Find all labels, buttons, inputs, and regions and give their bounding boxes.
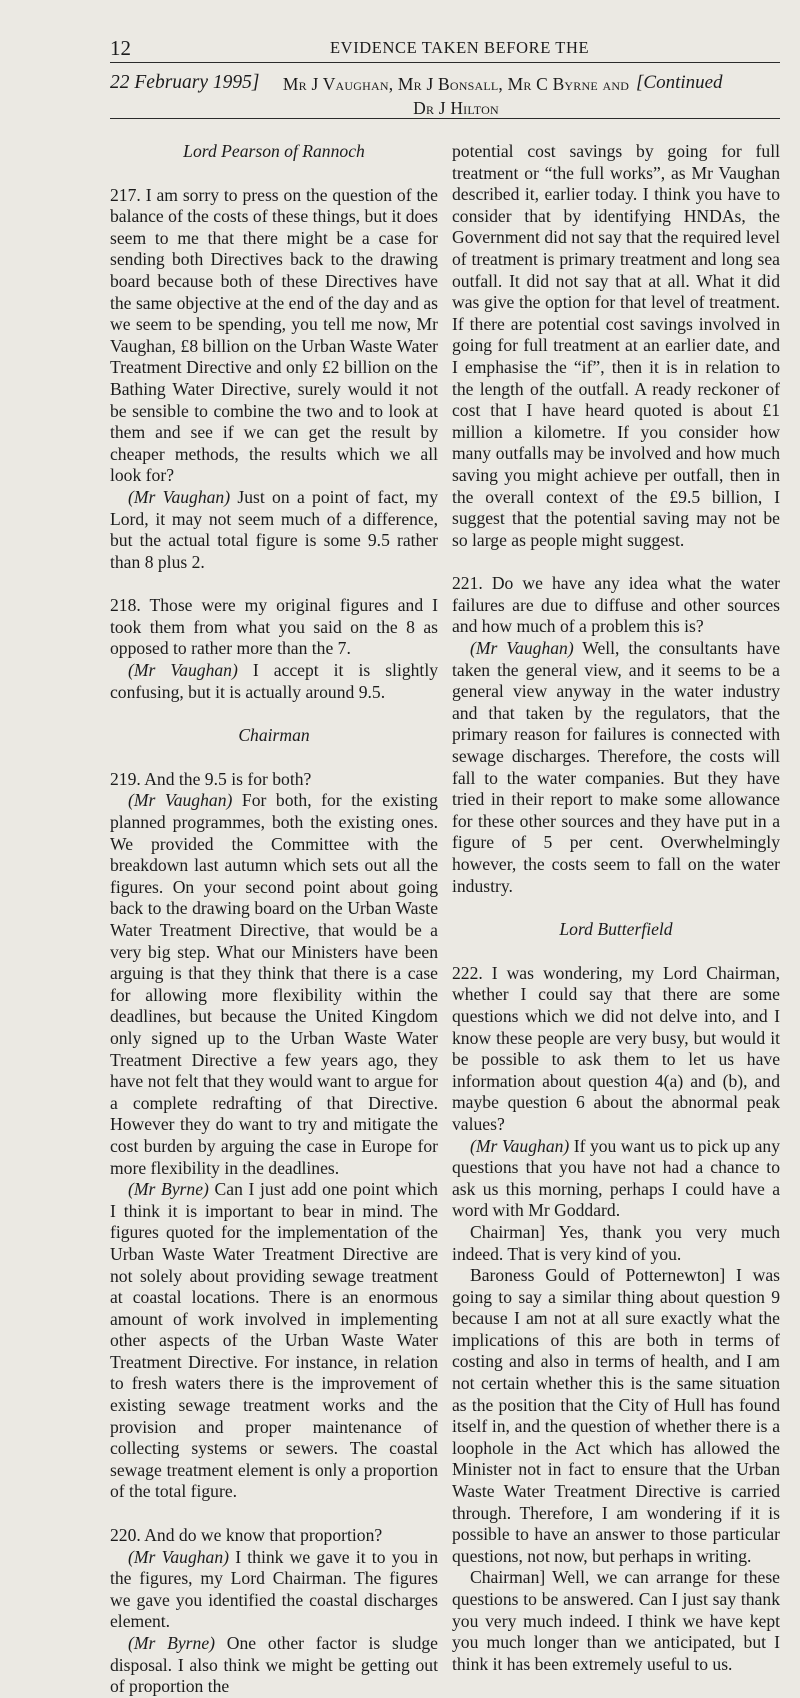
speaker-heading: Chairman [238, 725, 310, 746]
question-217: 217. I am sorry to press on the question of the balance of the costs of these things, but it does seem to me that there might be a case for sending both Directives back to the drawing board because both of these Directives have the same objective at the end of the day and as we seem to be spending, you tell me now, Mr Vaughan, £8 billion on the Urban Waste Water Treatment Directive and only £2 billion on the Bathing Water Directive, surely would it not be sensible to combine the two and to look at them and see if we can get the result by cheaper methods, the results which we all look for? [110, 184, 438, 486]
session-date: 22 February 1995] [110, 72, 260, 93]
question-219: 219. And the 9.5 is for both? [110, 768, 312, 789]
left-column [110, 141, 438, 1698]
answer-222: (Mr Vaughan) If you want us to pick up any questions that you have not had a chance to ask us this morning, perhaps I could have a word with Mr Goddard. [452, 1135, 780, 1221]
right-column [452, 141, 780, 1675]
answer-219-vaughan: (Mr Vaughan) For both, for the existing planned programmes, both the existing ones. We provided the Committee with the breakdown last autumn which sets out all the figures. On your second point about going back to the drawing board on the Urban Waste Water Treatment Directive, that would be a very big step. What our Ministers have been arguing is that they think that there is a case for allowing more flexibility within the deadlines, but because the United Kingdom only signed up to the Urban Waste Water Treatment Directive a few years ago, they have not felt that they would want to argue for a complete redrafting of that Directive. However they do want to try and mitigate the cost burden by arguing the case in Europe for more flexibility in the deadlines. [110, 790, 438, 1178]
question-221: 221. Do we have any idea what the water failures are due to diffuse and other sources and how much of a problem this is? [452, 573, 780, 637]
running-head: EVIDENCE TAKEN BEFORE THE [330, 38, 590, 57]
chairman-closing: Chairman] Well, we can arrange for these questions to be answered. Can I just say thank you very much indeed. I think we have kept you much longer than we anticipated, but I think it has been extremely useful to us. [452, 1567, 780, 1674]
answer-219-byrne: (Mr Byrne) Can I just add one point which I think it is important to bear in mind. The figures quoted for the implementation of the Urban Waste Water Treatment Directive are not solely about providing sewage treatment at coastal locations. There is an enormous amount of work involved in implementing other aspects of the Urban Waste Water Treatment Directive. For instance, in relation to fresh waters there is the improvement of existing sewage treatment works and the provision and proper maintenance of collecting systems or sewers. The coastal sewage treatment element is only a proportion of the total figure. [110, 1179, 438, 1502]
answer-220-continued: potential cost savings by going for full treatment or “the full works”, as Mr Vaughan described it, earlier today. I think you have to consider that by identifying HNDAs, the Government did not say that the required level of treatment is primary treatment and long sea outfall. It did not say that at all. What it did was give the option for that level of treatment. If there are potential cost savings involved in going for full treatment at an earlier date, and I emphasise the “if”, then it is in relation to the length of the outfall. A ready reckoner of cost that I have heard quoted is about £1 million a kilometre. If you consider how many outfalls may be involved and how much saving you might achieve per outfall, then in the overall context of the £9.5 billion, I suggest that the potential saving may not be so large as people might suggest. [452, 141, 780, 550]
chairman-remark: Chairman] Yes, thank you very much indeed. That is very kind of you. [452, 1221, 780, 1264]
baroness-remark: Baroness Gould of Potternewton] I was going to say a similar thing about question 9 because I am not at all sure exactly what the implications of this are both in terms of costing and also in terms of health, and I am not certain whether this is the same situation as the position that the City of Hull has found itself in, and the question of whether there is a loophole in the Act which has allowed the Minister not in fact to ensure that the Urban Waste Water Treatment Directive is carried through. Therefore, I am wondering if it is possible to have an answer to those particular questions, not now, but perhaps in writing. [452, 1265, 780, 1566]
page-number: 12 [110, 36, 131, 60]
answer-220-vaughan: (Mr Vaughan) I think we gave it to you in the figures, my Lord Chairman. The figures we gave you identified the coastal discharges element. [110, 1546, 438, 1632]
answer-218: (Mr Vaughan) I accept it is slightly confusing, but it is actually around 9.5. [110, 660, 438, 702]
question-218: 218. Those were my original figures and I took them from what you said on the 8 as opposed to rather more than the 7. [110, 595, 438, 659]
answer-221: (Mr Vaughan) Well, the consultants have taken the general view, and it seems to be a general view anyway in the water industry and that taken by the regulators, that the primary reason for failures is connected with sewage discharges. Therefore, the costs will fall to the water companies. But they have tried in their report to make some allowance for these other sources and they have put in a figure of 5 per cent. Overwhelmingly however, the costs seem to fall on the water industry. [452, 638, 781, 896]
witness-names: Mr J Vaughan, Mr J Bonsall, Mr C Byrne and Dr J Hilton [282, 74, 630, 118]
continued-label: [Continued [636, 72, 723, 93]
question-220: 220. And do we know that proportion? [110, 1525, 383, 1546]
speaker-heading: Lord Butterfield [559, 919, 673, 940]
top-rule [110, 62, 780, 63]
speaker-heading: Lord Pearson of Rannoch [183, 141, 365, 161]
answer-220-byrne: (Mr Byrne) One other factor is sludge disposal. I also think we might be getting out of proportion the [110, 1633, 438, 1697]
answer-217: (Mr Vaughan) Just on a point of fact, my Lord, it may not seem much of a difference, but the actual total figure is some 9.5 rather than 8 plus 2. [110, 486, 438, 572]
question-222: 222. I was wondering, my Lord Chairman, whether I could say that there are some questions which we did not delve into, and I know these people are very busy, but would it be possible to ask them to let us have information about question 4(a) and (b), and maybe question 6 about the abnormal peak values? [452, 962, 780, 1134]
header-rule [110, 118, 780, 119]
